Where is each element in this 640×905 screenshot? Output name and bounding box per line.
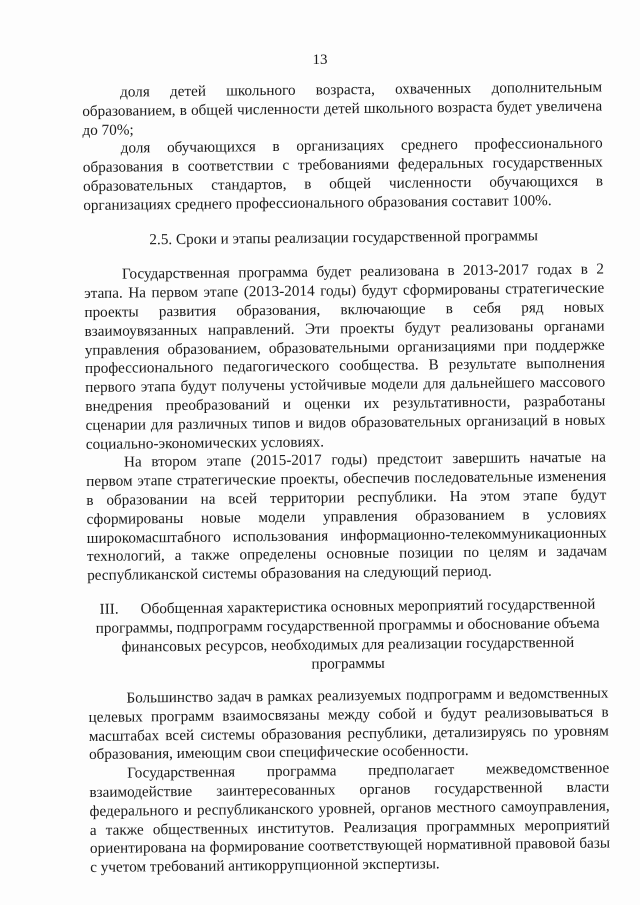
paragraph-program-stages: Государственная программа будет реализована в 2013-2017 годах в 2 этапа. На первом этапе (2013-2014 годы) будут сформированы стратегические проекты развития образования, включающие в себя ряд новых взаимоувязанных направлений. Эти проекты будут реализованы органами управления образованием, образовательными организациями при поддержке профессионального педагогического сообщества. В результате выполнения первого этапа будут получены устойчивые модели для дальнейшего массового внедрения преобразований и оценки их результативности, разработаны сценарии для различных типов и видов образовательных организаций в новых социально-экономических условиях.	[84, 260, 606, 453]
paragraph-interagency-cooperation: Государственная программа предполагает межведомственное взаимодействие заинтересованных органов государственной власти федерального и республиканского уровней, органов местного самоуправления, а также общественных институтов. Реализация программных мероприятий ориентирована на формирование соответствующей нормативной правовой базы с учетом требований антикоррупционной экспертизы.	[89, 759, 611, 877]
paragraph-additional-education: доля детей школьного возраста, охваченных дополнительным образованием, в общей численности детей школьного возраста будет увеличена до 70%;	[82, 78, 603, 139]
paragraph-vocational-education: доля обучающихся в организациях среднего профессионального образования в соответствии с требованиями федеральных государственных образовательных стандартов, в общей численности обучающихся в организациях среднего профессионального образования составит 100%.	[82, 134, 604, 214]
paragraph-tasks-interrelated: Большинство задач в рамках реализуемых подпрограмм и ведомственных целевых программ взаимосвязаны между собой и будут реализовываться в масштабах всей системы образования республики, детализируясь по уровням образования, имеющим свои специфические особенности.	[88, 684, 609, 764]
section-3-title: Обобщенная характеристика основных мероприятий государственной программы, подпрограмм государственной программы и обоснование объема финансовых ресурсов, необходимых для реализации государственной программы	[95, 595, 600, 673]
section-3-numeral: III.	[99, 600, 119, 618]
paragraph-second-stage: На втором этапе (2015-2017 годы) предстоит завершить начатые на первом этапе стратегические проекты, обеспечив последовательные изменения в образовании на всей территории республики. На этом этапе будут сформированы новые модели управления образованием в условиях широкомасштабного использования информационно-телекоммуникационных технологий, а также определены основные позиции по целям и задачам республиканской системы образования на следующий период.	[86, 448, 608, 585]
section-2-5-title: 2.5. Сроки и этапы реализации государственной программы	[149, 226, 538, 248]
section-3-heading	[87, 594, 608, 675]
page-number: 13	[312, 52, 328, 68]
page-body	[82, 79, 610, 878]
